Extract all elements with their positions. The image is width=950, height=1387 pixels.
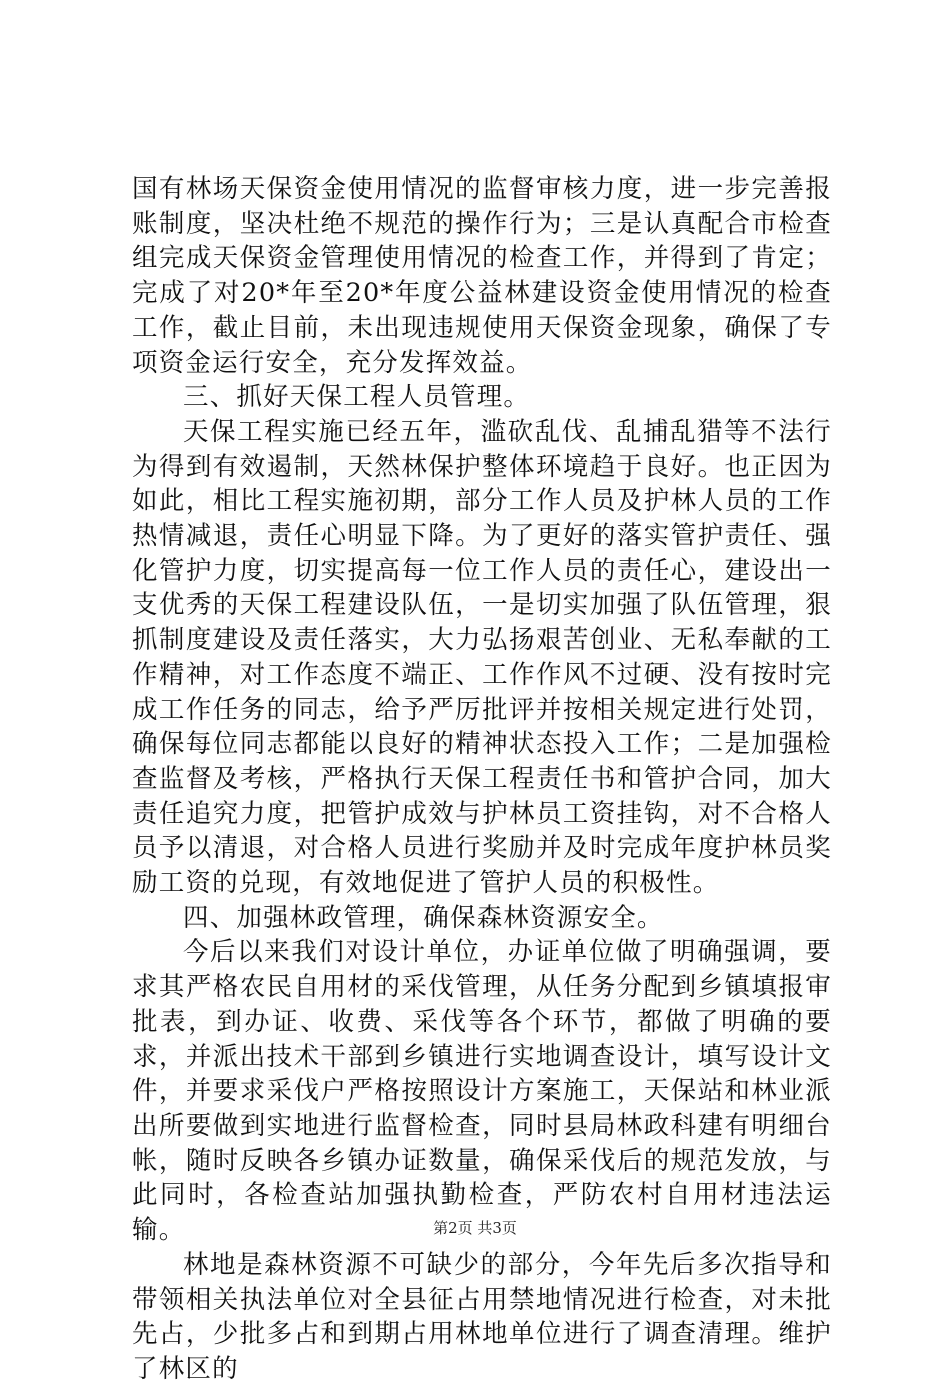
document-body bbox=[132, 172, 832, 1387]
section-heading-3: 三、抓好天保工程人员管理。 bbox=[183, 382, 531, 413]
section-heading-4: 四、加强林政管理，确保森林资源安全。 bbox=[183, 902, 664, 933]
paragraph-forest-land: 林地是森林资源不可缺少的部分，今年先后多次指导和带领相关执法单位对全县征占用禁地情况进行检查，对未批先占，少批多占和到期占用林地单位进行了调查清理。维护了林区的 bbox=[132, 1249, 832, 1384]
paragraph-logging-management: 今后以来我们对设计单位，办证单位做了明确强调，要求其严格农民自用材的采伐管理，从任务分配到乡镇填报审批表，到办证、收费、采伐等各个环节，都做了明确的要求，并派出技术干部到乡镇进行实地调查设计，填写设计文件，并要求采伐户严格按照设计方案施工，天保站和林业派出所要做到实地进行监督检查，同时县局林政科建有明细台帐，随时反映各乡镇办证数量，确保采伐后的规范发放，与此同时，各检查站加强执勤检查，严防农村自用材违法运输。 bbox=[132, 937, 832, 1246]
paragraph-staff-management: 天保工程实施已经五年，滥砍乱伐、乱捕乱猎等不法行为得到有效遏制，天然林保护整体环境趋于良好。也正因为如此，相比工程实施初期，部分工作人员及护林人员的工作热情减退，责任心明显下降。为了更好的落实管护责任、强化管护力度，切实提高每一位工作人员的责任心，建设出一支优秀的天保工程建设队伍，一是切实加强了队伍管理，狠抓制度建设及责任落实，大力弘扬艰苦创业、无私奉献的工作精神，对工作态度不端正、工作作风不过硬、没有按时完成工作任务的同志，给予严厉批评并按相关规定进行处罚，确保每位同志都能以良好的精神状态投入工作；二是加强检查监督及考核，严格执行天保工程责任书和管护合同，加大责任追究力度，把管护成效与护林员工资挂钩，对不合格人员予以清退，对合格人员进行奖励并及时完成年度护林员奖励工资的兑现，有效地促进了管护人员的积极性。 bbox=[132, 416, 832, 899]
page-number-footer: 第2页 共3页 bbox=[433, 1219, 517, 1237]
paragraph-continuation: 国有林场天保资金使用情况的监督审核力度，进一步完善报账制度，坚决杜绝不规范的操作行为；三是认真配合市检查组完成天保资金管理使用情况的检查工作，并得到了肯定；完成了对20*年至20*年度公益林建设资金使用情况的检查工作，截止目前，未出现违规使用天保资金现象，确保了专项资金运行安全，充分发挥效益。 bbox=[132, 174, 832, 378]
